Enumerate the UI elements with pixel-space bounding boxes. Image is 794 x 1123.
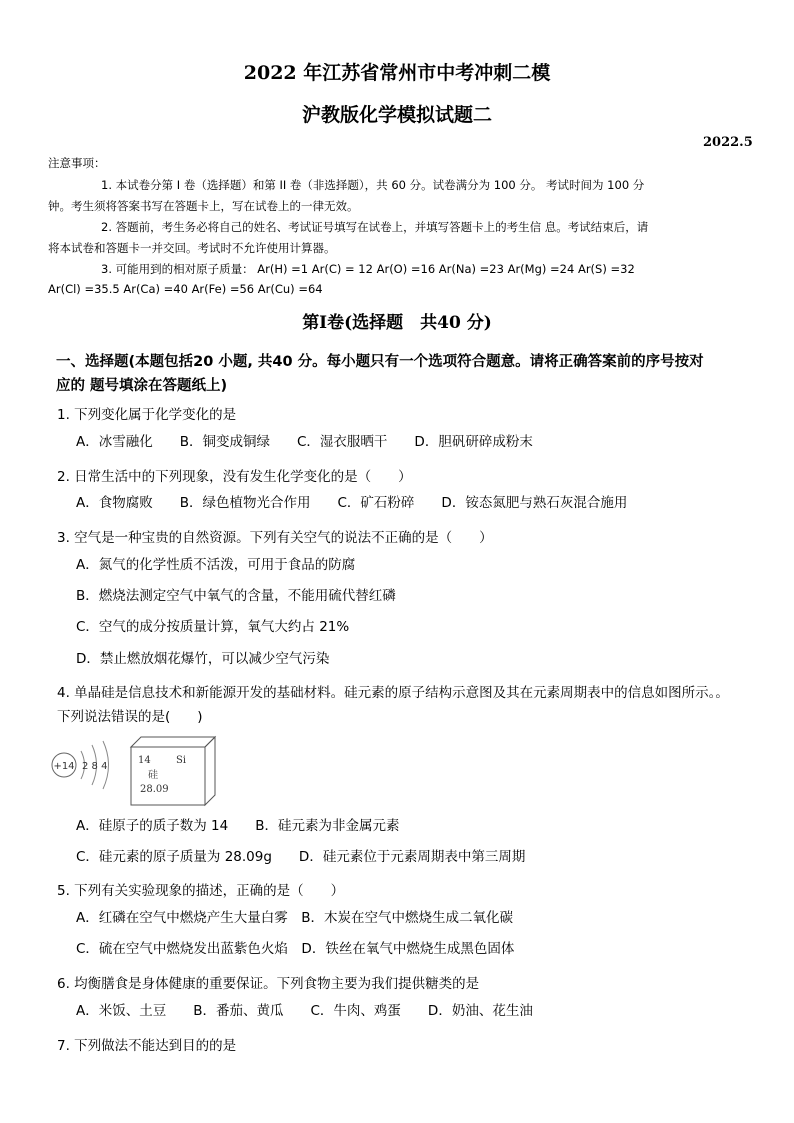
cube-top: [131, 737, 215, 747]
notice-item-1-line-1: 1. 本试卷分第 I 卷（选择题）和第 II 卷（非选择题），共 60 分。试卷满分为 100 分。 考试时间为 100 分: [101, 178, 645, 192]
exam-date: 2022.5: [703, 135, 753, 150]
notice-item-2-line-1: 2. 答题前，考生务必将自己的姓名、考试证号填写在试卷上，并填写答题卡上的考生信 息。考试结束后，请: [101, 220, 649, 234]
question-2-stem: 2. 日常生活中的下列现象，没有发生化学变化的是（ ）: [57, 469, 412, 485]
section-instruction-line-1: 一、选择题(本题包括20 小题, 共40 分。每小题只有一个选项符合题意。请将正确答案前的序号按对: [56, 354, 704, 370]
question-1-stem: 1. 下列变化属于化学变化的是: [57, 407, 237, 423]
silicon-atom-structure-figure: [48, 733, 218, 808]
question-5-stem: 5. 下列有关实验现象的描述，正确的是（ ）: [57, 883, 345, 899]
notice-item-3-line-2: Ar(Cl) =35.5 Ar(Ca) =40 Ar(Fe) =56 Ar(Cu) =64: [48, 282, 323, 296]
electron-shells: 2 8 4: [82, 761, 108, 772]
notice-heading: 注意事项：: [48, 156, 106, 170]
question-1-options: A．冰雪融化 B．铜变成铜绿 C．湿衣服晒干 D．胆矾研碎成粉末: [76, 434, 533, 450]
question-7-stem: 7. 下列做法不能达到目的的是: [57, 1038, 237, 1054]
question-5-options-ab: A．红磷在空气中燃烧产生大量白雾 B．木炭在空气中燃烧生成二氧化碳: [76, 910, 513, 926]
question-4-options-cd: C．硅元素的原子质量为 28.09g D．硅元素位于元素周期表中第三周期: [76, 849, 526, 865]
nucleus-charge: +14: [53, 761, 75, 772]
element-symbol: Si: [176, 755, 187, 766]
question-3-option-d: D．禁止燃放烟花爆竹，可以减少空气污染: [76, 651, 330, 667]
question-6-options: A．米饭、土豆 B．番茄、黄瓜 C．牛肉、鸡蛋 D．奶油、花生油: [76, 1003, 533, 1019]
notice-item-3-line-1: 3. 可能用到的相对原子质量： Ar(H) =1 Ar(C) = 12 Ar(O) =16 Ar(Na) =23 Ar(Mg) =24 Ar(S) =32: [101, 262, 635, 276]
notice-item-1-line-2: 钟。考生须将答案书写在答题卡上，写在试卷上的一律无效。: [48, 199, 359, 213]
question-3-option-a: A．氮气的化学性质不活泼，可用于食品的防腐: [76, 557, 356, 573]
question-6-stem: 6. 均衡膳食是身体健康的重要保证。下列食物主要为我们提供糖类的是: [57, 976, 480, 992]
section-title: 第Ⅰ卷(选择题 共40 分): [302, 313, 492, 333]
exam-title: 2022 年江苏省常州市中考冲刺二模: [243, 62, 551, 84]
question-3-option-c: C．空气的成分按质量计算，氧气大约占 21%: [76, 619, 350, 635]
element-name: 硅: [148, 770, 158, 781]
question-3-stem: 3. 空气是一种宝贵的自然资源。下列有关空气的说法不正确的是（ ）: [57, 530, 493, 546]
atomic-mass: 28.09: [140, 784, 169, 795]
question-3-option-b: B．燃烧法测定空气中氧气的含量，不能用硫代替红磷: [76, 588, 396, 604]
question-2-options: A．食物腐败 B．绿色植物光合作用 C．矿石粉碎 D．铵态氮肥与熟石灰混合施用: [76, 495, 628, 511]
silicon-diagram: [48, 733, 218, 808]
question-4-stem-line-1: 4. 单晶硅是信息技术和新能源开发的基础材料。硅元素的原子结构示意图及其在元素周期表中的信息如图所示。。: [57, 685, 729, 701]
question-4-options-ab: A．硅原子的质子数为 14 B．硅元素为非金属元素: [76, 818, 400, 834]
cube-side: [205, 737, 215, 805]
question-4-stem-line-2: 下列说法错误的是( ): [57, 709, 203, 725]
exam-subtitle: 沪教版化学模拟试题二: [301, 104, 492, 126]
section-instruction-line-2: 应的 题号填涂在答题纸上): [56, 378, 228, 394]
question-5-options-cd: C．硫在空气中燃烧发出蓝紫色火焰 D．铁丝在氧气中燃烧生成黑色固体: [76, 941, 515, 957]
notice-item-2-line-2: 将本试卷和答题卡一并交回。考试时不允许使用计算器。: [48, 241, 336, 255]
atomic-number: 14: [138, 755, 151, 766]
